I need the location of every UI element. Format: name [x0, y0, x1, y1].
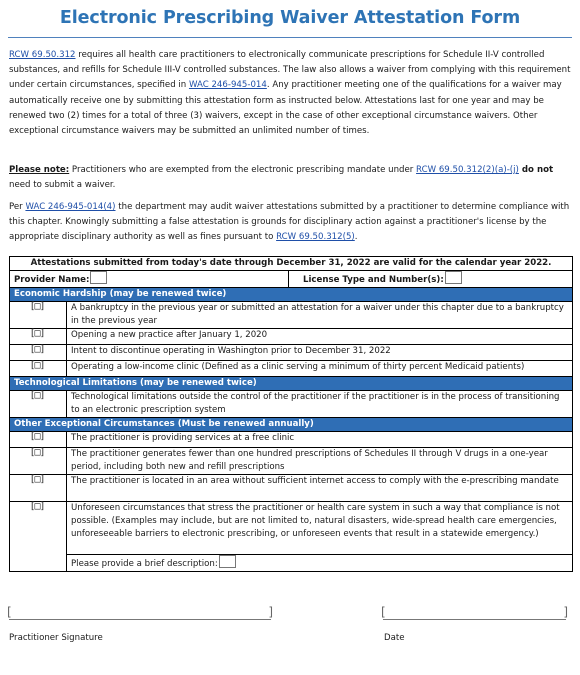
item-low-income: Operating a low-income clinic (Defined as a clinic serving a minimum of thirty percent Medicaid patients) — [67, 361, 573, 377]
bracket-right-icon: ] — [563, 605, 568, 619]
item-new-practice: Opening a new practice after January 1, 2020 — [67, 329, 573, 345]
free-clinic-checkbox[interactable] — [33, 432, 44, 442]
provider-name-label: Provider Name: — [14, 275, 90, 285]
low-income-checkbox[interactable] — [33, 361, 44, 371]
audit-paragraph — [9, 200, 572, 246]
intro-text-2: . Any practitioner meeting one of the qualifications for a waiver may automatically receive one by submitting this attestation form as instructed below. Attestations last for one year and may be renewed two (2) times for a total of three (3) waivers, except in the case of other exceptional circumstance waivers. Other exceptional circumstance waivers may be submitted an unlimited number of times. — [9, 80, 562, 137]
per-text-3: . — [354, 232, 358, 243]
section-technological-limitations: Technological Limitations (may be renewed twice) — [10, 377, 573, 391]
bracket-left-icon: [ — [7, 605, 12, 619]
description-cell — [67, 555, 573, 572]
per-text-2: the department may audit waiver attestations submitted by a practitioner to determine compliance with this chapter. Knowingly submitting a false attestation is grounds for disciplinary action against a practitioner's license by the appropriate disciplinary authority as well as fines pursuant to — [9, 202, 570, 243]
item-fewer-prescriptions: The practitioner generates fewer than one hundred prescriptions of Schedules II through V drugs in a one-year period, including both new and refill prescriptions — [67, 448, 573, 475]
internet-access-checkbox[interactable] — [33, 475, 44, 485]
unforeseen-checkbox[interactable] — [33, 502, 44, 512]
rcw-69-50-312-link[interactable]: RCW 69.50.312 — [9, 50, 76, 60]
description-field[interactable] — [219, 555, 236, 568]
bankruptcy-checkbox[interactable] — [33, 302, 44, 312]
note-text-1: Practitioners who are exempted from the electronic prescribing mandate under — [69, 165, 417, 175]
license-field[interactable] — [445, 271, 462, 284]
description-label: Please provide a brief description: — [71, 559, 218, 569]
fewer-prescriptions-checkbox[interactable] — [33, 448, 44, 458]
note-text-2: need to submit a waiver. — [9, 180, 116, 191]
section-other-exceptional: Other Exceptional Circumstances (Must be renewed annually) — [10, 418, 573, 432]
bracket-right-icon: ] — [268, 605, 273, 619]
wac-246-945-014-4-link[interactable]: WAC 246-945-014(4) — [25, 202, 116, 212]
intro-paragraph — [9, 48, 572, 139]
wac-246-945-014-link[interactable]: WAC 246-945-014 — [188, 80, 267, 91]
tech-limitations-checkbox[interactable] — [33, 391, 44, 401]
provider-name-cell — [10, 271, 289, 288]
date-label: Date — [384, 633, 405, 643]
checkbox-cell — [10, 475, 67, 502]
checkbox-cell — [10, 345, 67, 361]
title-divider — [8, 37, 572, 38]
note-label: Please note: — [9, 165, 70, 175]
new-practice-checkbox[interactable] — [33, 329, 44, 339]
license-label: License Type and Number(s): — [303, 275, 444, 285]
attestation-table — [9, 256, 573, 572]
signature-field[interactable] — [9, 605, 271, 620]
rcw-69-50-312-2-link[interactable]: RCW 69.50.312(2)(a)-(j) — [416, 165, 519, 175]
page-title: Electronic Prescribing Waiver Attestation Form — [59, 8, 521, 28]
checkbox-cell — [10, 329, 67, 345]
checkbox-cell — [10, 302, 67, 329]
item-internet-access: The practitioner is located in an area without sufficient internet access to comply with the e-prescribing mandate — [67, 475, 573, 502]
section-economic-hardship: Economic Hardship (may be renewed twice) — [10, 288, 573, 302]
checkbox-cell — [10, 502, 67, 572]
discontinue-checkbox[interactable] — [33, 345, 44, 355]
item-free-clinic: The practitioner is providing services at a free clinic — [67, 432, 573, 448]
rcw-69-50-312-5-link[interactable]: RCW 69.50.312(5) — [276, 232, 355, 243]
validity-header: Attestations submitted from today's date through December 31, 2022 are valid for the calendar year 2022. — [10, 257, 573, 271]
signature-label: Practitioner Signature — [9, 633, 103, 643]
bracket-left-icon: [ — [381, 605, 386, 619]
note-do-not: do not — [518, 165, 554, 175]
intro-text-1: requires all health care practitioners to electronically communicate prescriptions for Schedule II-V controlled substances, and refills for Schedule III-V controlled substances. The law also allows a waiver from complying with this requirement under certain circumstances, specified in — [9, 50, 571, 91]
checkbox-cell — [10, 391, 67, 418]
checkbox-cell — [10, 361, 67, 377]
date-field[interactable] — [383, 605, 566, 620]
item-discontinue: Intent to discontinue operating in Washington prior to December 31, 2022 — [67, 345, 573, 361]
checkbox-cell — [10, 432, 67, 448]
license-cell — [289, 271, 573, 288]
per-text-1: Per — [9, 202, 26, 212]
item-unforeseen: Unforeseen circumstances that stress the practitioner or health care system in such a way that compliance is not possible. (Examples may include, but are not limited to, natural disasters, wide-spread health care emergencies, unforeseeable barriers to electronic prescribing, or unforeseen events that result in a statewide emergency.) — [67, 502, 573, 555]
checkbox-cell — [10, 448, 67, 475]
item-bankruptcy: A bankruptcy in the previous year or submitted an attestation for a waiver under this chapter due to a bankruptcy in the previous year — [67, 302, 573, 329]
note-paragraph — [9, 163, 572, 193]
item-tech-limitations: Technological limitations outside the control of the practitioner if the practitioner is in the process of transitioning to an electronic prescription system — [67, 391, 573, 418]
provider-name-field[interactable] — [90, 271, 107, 284]
